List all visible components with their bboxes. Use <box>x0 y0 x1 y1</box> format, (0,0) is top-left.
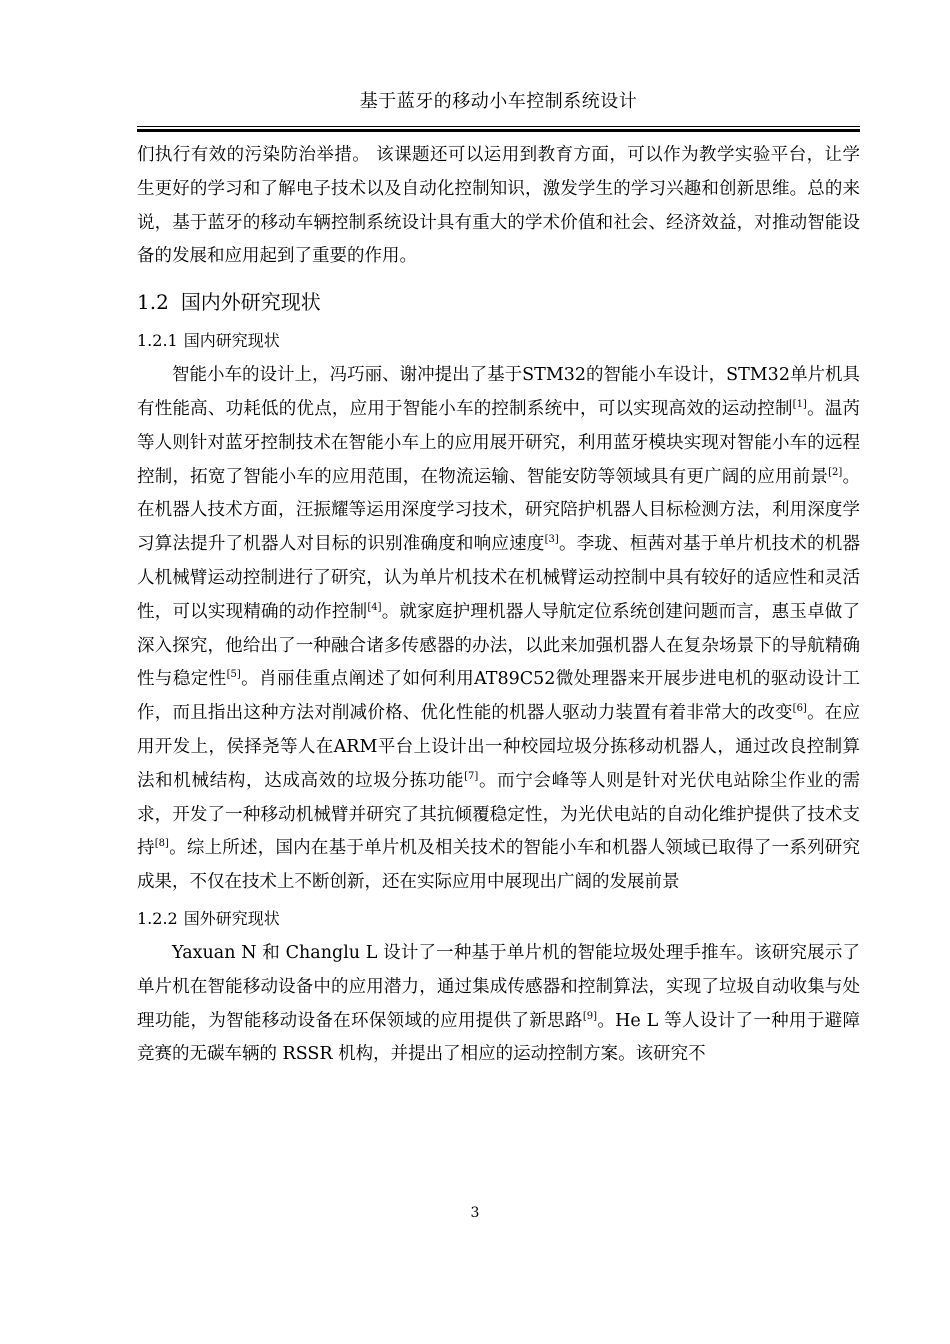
domestic-research-paragraph <box>137 359 860 900</box>
running-header: 基于蓝牙的移动小车控制系统设计 <box>359 91 638 112</box>
citation-mark: [7] <box>464 770 479 782</box>
text-segment: 。综上所述，国内在基于单片机及相关技术的智能小车和机器人领域已取得了一系列研究成果，不仅在技术上不断创新，还在实际应用中展现出广阔的发展前景 <box>137 838 861 893</box>
text-segment: 。He L 等人设计了一种用于避障竞赛的无碳车辆的 RSSR 机构，并提出了相应的运动控制方案。该研究不 <box>137 1010 860 1065</box>
citation-mark: [9] <box>582 1010 597 1022</box>
section-heading-1-2 <box>137 282 860 322</box>
text-segment: 。李珑、桓茜对基于单片机技术的机器人机械臂运动控制进行了研究，认为单片机技术在机械臂运动控制中具有较好的适应性和灵活性，可以实现精确的动作控制 <box>137 534 861 622</box>
page-body <box>137 139 860 1072</box>
foreign-research-paragraph <box>137 937 860 1072</box>
page-number: 3 <box>470 1205 480 1221</box>
text-segment: 。温芮等人则针对蓝牙控制技术在智能小车上的应用展开研究，利用蓝牙模块实现对智能小车的远程控制，拓宽了智能小车的应用范围，在物流运输、智能安防等领域具有更广阔的应用前景 <box>137 398 861 487</box>
citation-mark: [1] <box>792 398 807 410</box>
subsection-number: 1.2.1 <box>137 331 178 351</box>
section-title: 国内外研究现状 <box>180 290 321 315</box>
text-segment: 。而宁会峰等人则是针对光伏电站除尘作业的需求，开发了一种移动机械臂并研究了其抗倾覆稳定性，为光伏电站的自动化维护提供了技术支持 <box>137 770 861 859</box>
header-double-rule <box>137 126 860 132</box>
subsection-title: 国内研究现状 <box>183 331 280 351</box>
text-segment: 。在应用开发上，侯择尧等人在ARM平台上设计出一种校园垃圾分拣移动机器人，通过改良控制算法和机械结构，达成高效的垃圾分拣功能 <box>137 703 861 791</box>
body-paragraph: 们执行有效的污染防治举措。 该课题还可以运用到教育方面，可以作为教学实验平台，让学生更好的学习和了解电子技术以及自动化控制知识，激发学生的学习兴趣和创新思维。总的来说，基于蓝牙的移动车辆控制系统设计具有重大的学术价值和社会、经济效益，对推动智能设备的发展和应用起到了重要的作用。 <box>137 145 860 267</box>
subsection-heading-1-2-2 <box>137 900 860 937</box>
text-segment: Yaxuan N 和 Changlu L 设计了一种基于单片机的智能垃圾处理手推车。该研究展示了单片机在智能移动设备中的应用潜力，通过集成传感器和控制算法，实现了垃圾自动收集与处理功能，为智能移动设备在环保领域的应用提供了新思路 <box>137 942 860 1031</box>
citation-mark: [3] <box>544 534 559 546</box>
text-segment: 。就家庭护理机器人导航定位系统创建问题而言，惠玉卓做了深入探究，他给出了一种融合诸多传感器的办法，以此来加强机器人在复杂场景下的导航精确性与稳定性 <box>137 601 861 690</box>
subsection-number: 1.2.2 <box>137 908 178 928</box>
citation-mark: [6] <box>792 703 807 715</box>
citation-mark: [2] <box>828 466 843 478</box>
citation-mark: [8] <box>154 838 169 850</box>
text-segment: 。在机器人技术方面，汪振耀等运用深度学习技术，研究陪护机器人目标检测方法，利用深度学习算法提升了机器人对目标的识别准确度和响应速度 <box>137 466 861 555</box>
subsection-heading-1-2-1 <box>137 322 860 359</box>
subsection-title: 国外研究现状 <box>183 908 280 928</box>
citation-mark: [5] <box>226 669 241 681</box>
text-segment: 。肖丽佳重点阐述了如何利用AT89C52微处理器来开展步进电机的驱动设计工作，而且指出这种方法对削减价格、优化性能的机器人驱动力装置有着非常大的改变 <box>137 669 860 724</box>
citation-mark: [4] <box>367 601 382 613</box>
text-segment: 智能小车的设计上，冯巧丽、谢冲提出了基于STM32的智能小车设计，STM32单片机具有性能高、功耗低的优点，应用于智能小车的控制系统中，可以实现高效的运动控制 <box>137 365 860 419</box>
section-number: 1.2 <box>137 290 169 315</box>
